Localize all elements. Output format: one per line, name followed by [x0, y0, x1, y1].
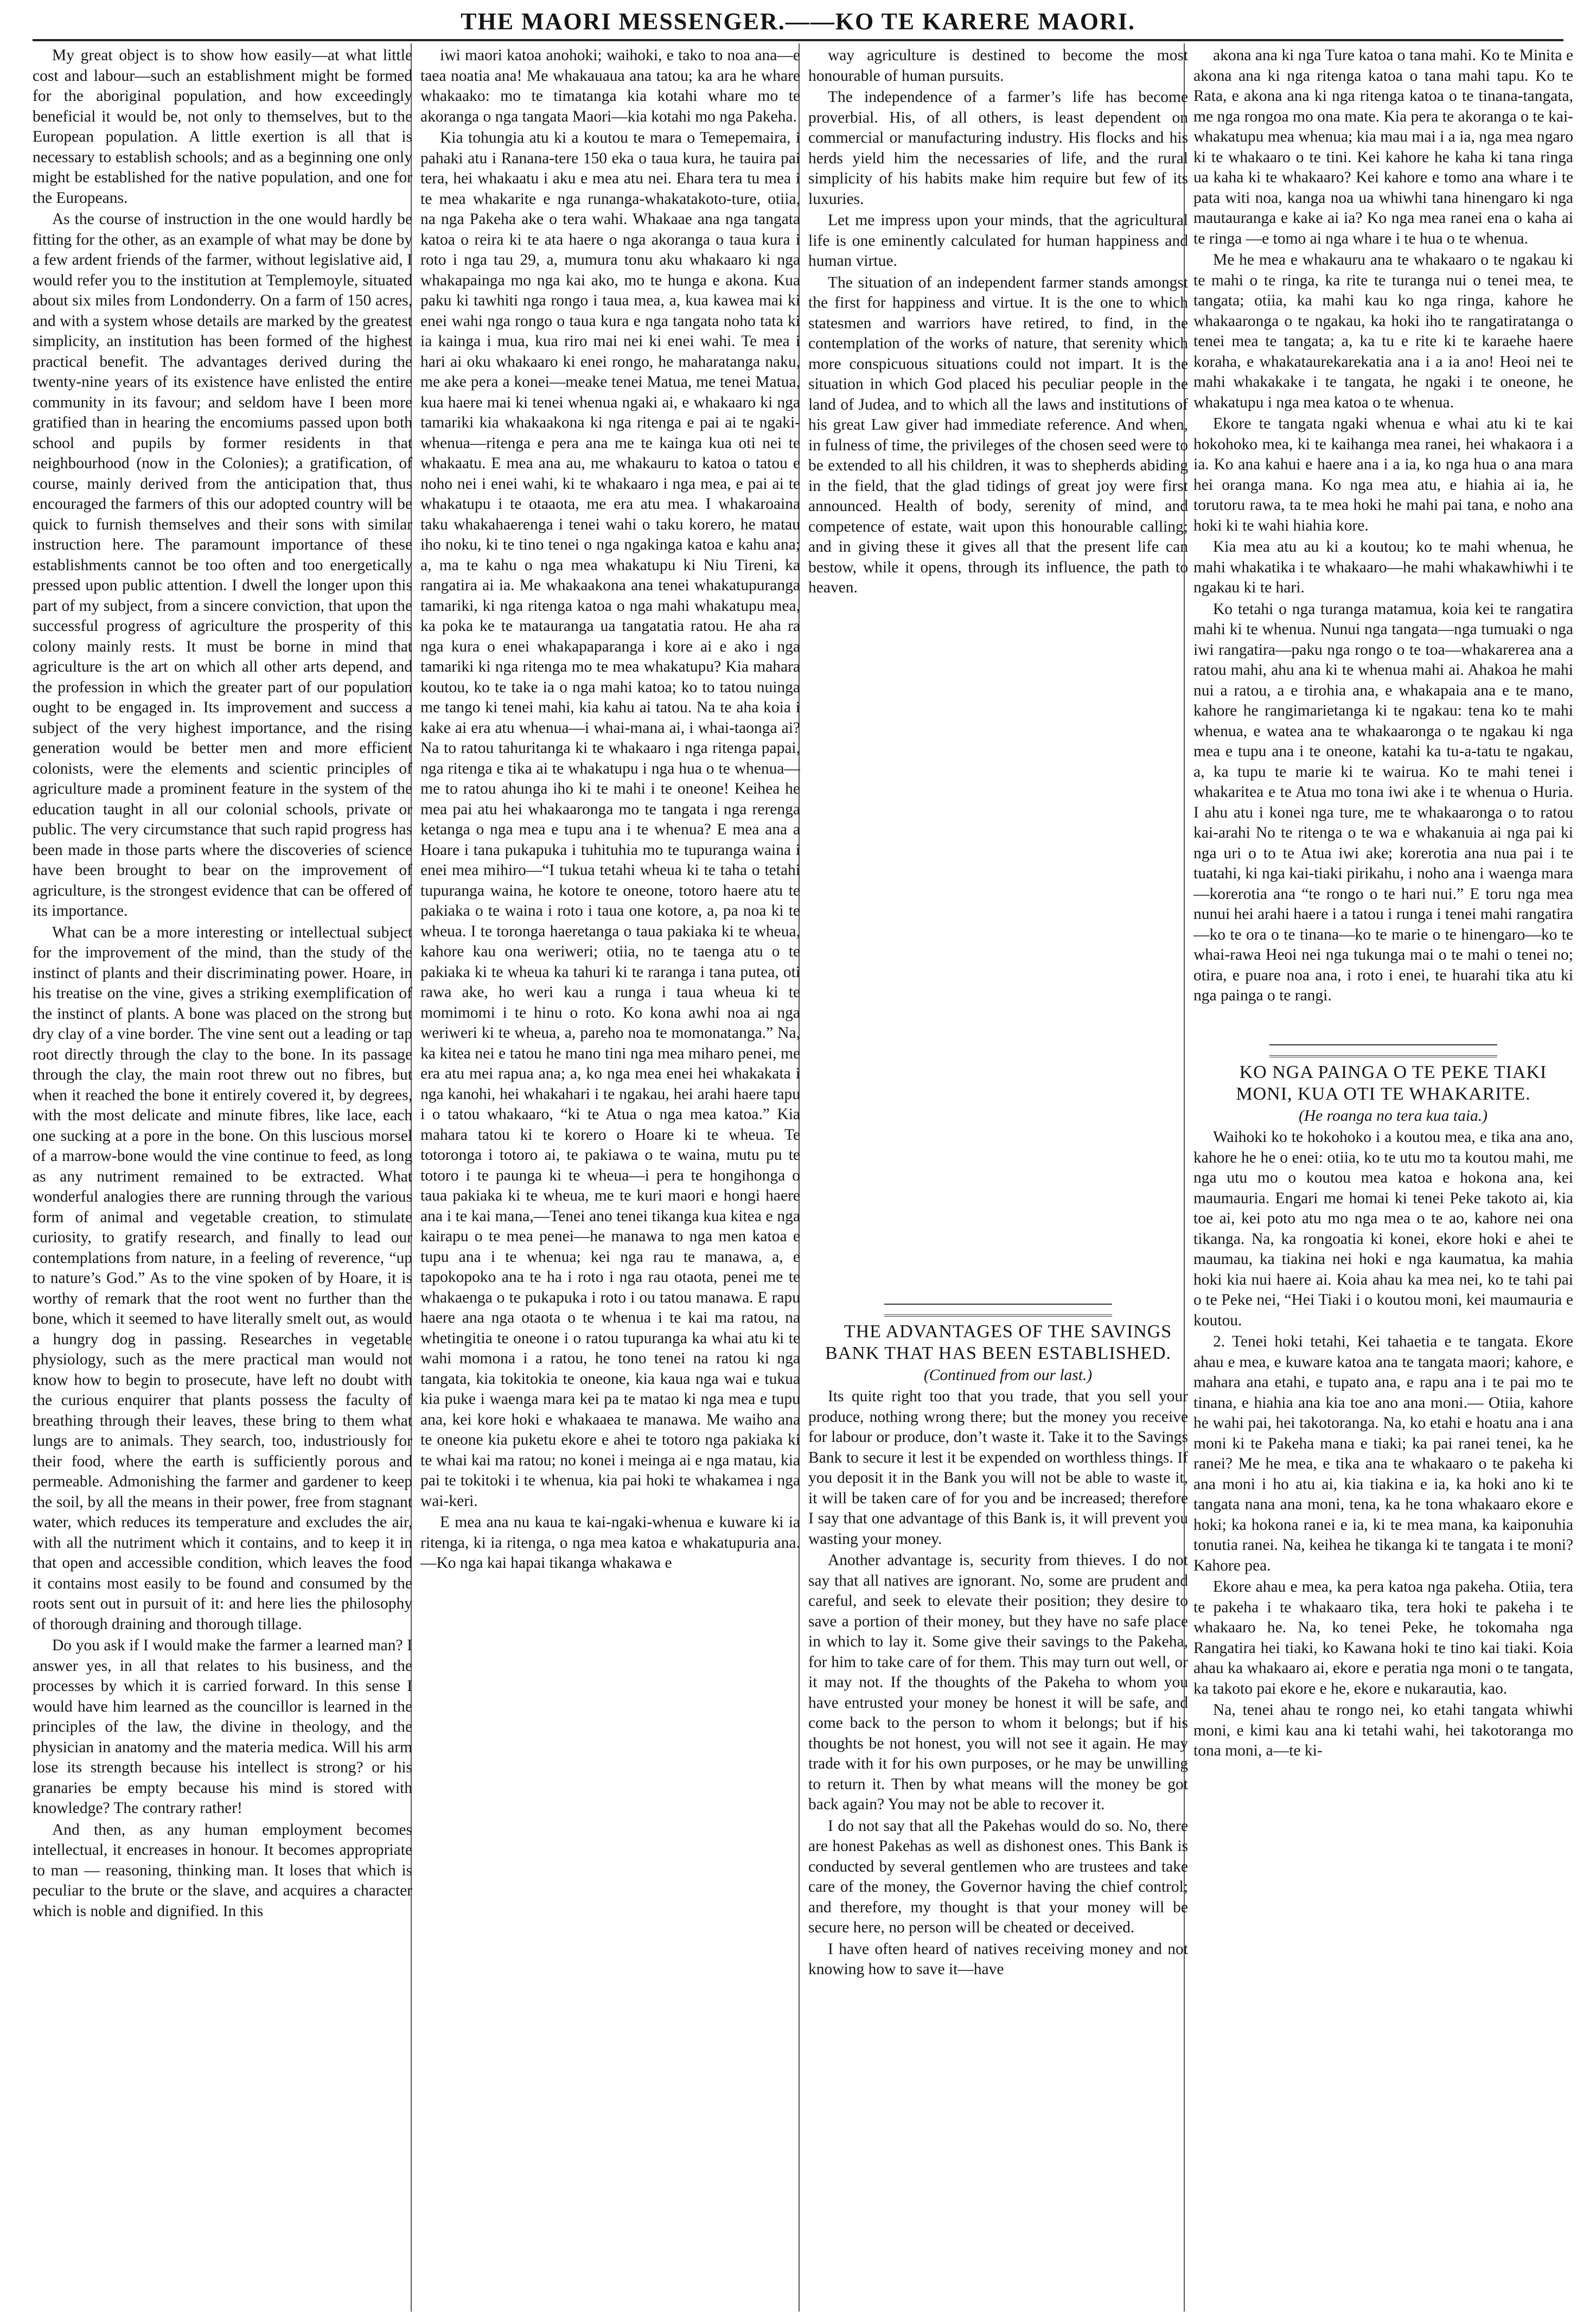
paragraph: Kia tohungia atu ki a koutou te mara o Temepemaira, i pahaki atu i Ranana-tere 150 eka o taua kura, he tauira pai tera, hei whakaatu i aku e mea atu nei. Ehara tera tu mea i te mea whakarite e nga runanga-whakatakoto-ture, otiia, na nga Pakeha ake o tera wahi. Whakaae ana nga tangata katoa o reira ki te ata haere o nga akoranga o taua kura i roto i nga tau 29, a, mumura tonu aku whakaaro ki nga whakapainga mo nga kai ako, mo te hunga e akona. Kua paku ki tawhiti nga rongo i taua mea, a, kua kawea mai ki enei wahi nga rongo o taua kura e nga tangata noho tata ki ia kainga i mua, kua riro mai nei ki enei wahi. Te mea i hari ai oku whakaaro ki enei rongo, he maharatanga naku, me ake pera a konei—meake tenei Matua, me tenei Matua, kua haere mai ki tenei whenua ngaki ai, e whakaaro ki nga tamariki kia whakaakona ki nga ritenga e pai ai te ngaki-whenua—ritenga e pera ana me te kainga kua oti nei te whakaatu. E mea ana au, me whakauru to katoa o tatou e noho nei i enei wahi, ki te whakaaro i nga mea, e pai ai te whakatupu i te otaaota, me era atu mea. I whakaroaina taku whakahaerenga i tenei wahi o taku korero, he matau iho noku, ki te tino tenei o nga ngakinga katoa e kahu ana; a, ma te kahu o nga mea whakatupu ki Niu Tireni, ka rangatira ai ia. Me whakaakona ana tenei whakatupuranga tamariki, ki nga ritenga katoa o nga mahi whakatupu mea, ka poka ke te matauranga ua tangatatia ratou. He aha ra nga kura o enei whakapaparanga i kore ai e ako i nga tamariki ki nga ritenga mo te mea whakatupu? Kia mahara koutou, ko te take ia o nga mahi katoa; ko to tatou nuinga me tango ki tenei mahi, kia kahu ai tatou. Na te aha koia i kake ai era atu whenua—i whai-mana ai, i whai-taonga ai? Na to ratou tahuritanga ki te whakaaro i nga ritenga papai, nga ritenga e tika ai te whakatupu i nga hua o te whenua—me to ratou ahunga iho ki te mahi i te oneone! Keihea he mea pai atu hei whakaaronga mo te tangata i nga rerenga ketanga o nga mea e tupu ana i te whenua? E mea ana a Hoare i tana pukapuka i tuhituhia mo te tupuranga waina i enei mea mihiro—“I tukua tetahi wheua ki te taha o tetahi tupuranga waina, he kotore te oneone, totoro haere atu te pakiaka o te waina i roto i taua one kotore, a, pa noa ki te wheua. I te toronga haeretanga o taua pakiaka ki te wheua, kahore kau ona weriweri; otiia, no te taenga atu o te pakiaka ki te wheua ka tahuri ki te raranga i tana putea, oti rawa ake, ho weri kau a runga i taua wheua ki te momimomi i te hinu o roto. Ko kona awhi noa ai nga weriweri ki te wheua, a, pareho noa te momonatanga.” Na, ka kitea nei e tatou he mano tini nga mea miharo penei, me era atu mei rapua ana; a, ko nga mea enei hei whakakata i nga kanohi, hei whakahari i te ngakau, hei arahi haere tapu i o tatou whakaaro, “ki te Atua o nga mea katoa.” Kia mahara tatou ki te korero o Hoare ki te wheua. Te totoronga i totoro ai, te pakiawa o te waina, mutu pu te totoro i te paunga ki te wheua—i pera te hongihonga o taua pakiaka ki te wheua, me te kuri maori e hongi haere ana i te kai mana,—Tenei ano tenei tikanga kua kitea e nga kairapu o te mea penei—he manawa to nga men katoa e tupu ana i te whenua; kei nga rau te manawa, a, e tapokopoko ana te ha i roto i nga rau otaota, penei me te whakaenga o te pukapuka i roto i ou tatou manawa. E rapu haere ana nga otaota o te whenua i te kai ma ratou, na whetingitia te oneone i o ratou tupuranga ka whai atu ki te wahi momona i a ratou, he tono tenei na ratou ki nga tangata, kia tokitokia te oneone, kia kaua nga wai e tukua kia puke i waenga mara kei pa te matao ki nga mea e tupu ana, kei kore hoki e whakaaea te manawa. Me waiho ana te oneone kia puketu ekore e ahei te totoro nga pakiaka ki te whai kai ma ratou; no konei i meinga ai e nga matau, kia pai te tokitoki i te whenua, kia pai hoki te whakamea i nga wai-keri. [420, 129, 800, 1510]
blank-space [808, 598, 1188, 1298]
paragraph: Ekore te tangata ngaki whenua e whai atu ki te kai hokohoko mea, ki te kaihanga mea ranei, hei whakaora i a ia. Ko ana kahui e haere ana i a ia, ko nga hua o ana mara hei oranga mana. Ko nga mea atu, e hiahia ai ia, he torutoru rawa, ta te mea hoki he mahi pai tana, e noho ana hoki ki te wahi hiahia kore. [1193, 415, 1573, 534]
section-divider [1269, 1044, 1497, 1057]
column-3 [808, 46, 1188, 2312]
paragraph: As the course of instruction in the one would hardly be fitting for the other, as an example of what may be done by a few ardent friends of the farmer, without legislative aid, I would refer you to the institution at Templemoyle, situated about six miles from Londonderry. On a farm of 150 acres, and with a system whose details are marked by the greatest simplicity, an institution has been formed of the highest practical benefit. The advantages derived during the twenty-nine years of its existence have enlisted the entire community in its favour; and seldom have I been more gratified than in hearing the encomiums passed upon both school and pupils by former residents in that neighbourhood (now in the Colonies); a gratification, of course, mainly derived from the anticipation that, thus encouraged the farmers of this our adopted country will be quick to furnish themselves and their sons with similar instruction here. The paramount importance of these establishments cannot be too often and too energetically pressed upon public attention. I dwell the longer upon this part of my subject, from a sincere conviction, that upon the successful progress of agriculture the prosperity of this colony mainly rests. It must be borne in mind that agriculture is the art on which all other arts depend, and the profession in which the greater part of our population ought to be engaged in. Its improvement and success a subject of the very highest importance, and the rising generation would be better men and more efficient colonists, were the elements and scientic principles of agriculture made a prominent feature in the system of the education taught in all our colonial schools, private or public. The very circumstance that such rapid progress has been made in those parts where the discoveries of science have been brought to bear on the improvement of agriculture, is the strongest evidence that can be offered of its importance. [33, 210, 412, 920]
paragraph: Its quite right too that you trade, that you sell your produce, nothing wrong there; but the money you receive for labour or produce, don’t waste it. Take it to the Savings Bank to secure it lest it be expended on worthless things. If you deposit it in the Bank you will not be able to waste it, it will be taken care of for you and be increased; therefore I say that one advantage of this Bank is, it will prevent you wasting your money. [808, 1388, 1188, 1548]
paragraph: I do not say that all the Pakehas would do so. No, there are honest Pakehas as well as dishonest ones. This Bank is conducted by several gentlemen who are trustees and take care of the money, the Governor having the chief control; and therefore, my thought is that your money will be secure here, no person will be cheated or deceived. [808, 1817, 1188, 1936]
paragraph: Kia mea atu au ki a koutou; ko te mahi whenua, he mahi whakatika i te whakaaro—he mahi whakawhiwhi i te ngakau ki te hari. [1193, 538, 1573, 596]
column-1 [33, 46, 412, 2312]
paragraph: Na, tenei ahau te rongo nei, ko etahi tangata whiwhi moni, e kimi kau ana ki tetahi wahi, hei takotoranga mo tona moni, a—te ki- [1193, 1701, 1573, 1759]
paragraph: Do you ask if I would make the farmer a learned man? I answer yes, in all that relates to his business, and the processes by which it is carried forward. In this sense I would have him learned as the councillor is learned in the principles of the law, the divine in theology, and the physician in anatomy and the materia medica. Will his arm lose its strength because his intellect is strong? or his granaries be empty because his mind is stored with knowledge? The contrary rather! [33, 1637, 412, 1817]
masthead: THE MAORI MESSENGER.——KO TE KARERE MAORI. [33, 4, 1563, 41]
paragraph: 2. Tenei hoki tetahi, Kei tahaetia e te tangata. Ekore ahau e mea, e kuware katoa ana te tangata maori; kahore, e mahara ana etahi, e tupato ana, e rapu ana i te pai mo te tinana, e hiahia ana kia toe ano ana moni.— Otiia, kahore he wahi pai, hei takotoranga. Na, ko etahi e hoatu ana i ana moni ki te Pakeha mana e tiaki; ka pai ranei tenei, ka he ranei? Me he mea, e tika ana te whakaaro o te pakeha ki ana moni i ho atu ai, kia tiakina e ia, ka hoki ano ki te tangata nana ana moni, tena, ka he tona whakaaro ekore e hoki; ka hokona ranei e ia, ki te mea mana, ka kaiponuhia tonutia ranei. Na, keihea he tikanga ki te tangata i te moni? Kahore pea. [1193, 1333, 1573, 1574]
column-4 [1193, 46, 1573, 2312]
paragraph: My great object is to show how easily—at what little cost and labour—such an establishment might be formed for the aboriginal population, and how exceedingly beneficial it would be, not only to themselves, but to the European population. A little exertion is all that is necessary to establish schools; and as a beginning one only might be established for the native population, and one for the Europeans. [33, 47, 412, 207]
paragraph: Another advantage is, security from thieves. I do not say that all natives are ignorant. No, some are prudent and careful, and seek to elevate their position; they desire to save a portion of their money, but they have no safe place in which to lay it. Some give their savings to the Pakeha, for him to take care of for them. This may turn out well, or it may not. If the thoughts of the Pakeha to whom you have entrusted your money be honest it will be safe, and come back to the person to whom it belongs; but if his thoughts be not honest, you will not see it again. He may trade with it for his own purposes, or he may be unwilling to return it. Then by what means will the money be got back again? You may not be able to recover it. [808, 1552, 1188, 1813]
paragraph: Ekore ahau e mea, ka pera katoa nga pakeha. Otiia, tera te pakeha i te whakaaro tika, tera hoki te pakeha i te whakaaro he. Na, ko tenei Peke, he tokomaha nga Rangatira hei tiaki, ko Kawana hoki te tino kai tiaki. Koia ahau ka whakaaro ai, ekore e peratia nga moni o te tangata, ka takoto pai ekore e he, ekore e nukarautia, kao. [1193, 1578, 1573, 1697]
paragraph: I have often heard of natives receiving money and not knowing how to save it—have [808, 1940, 1188, 1978]
article-heading: THE ADVANTAGES OF THE SAVINGS BANK THAT HAS BEEN ESTABLISHED. [825, 1321, 1172, 1363]
paragraph: Waihoki ko te hokohoko i a koutou mea, e tika ana ano, kahore he he o enei: otiia, ko te utu mo ta koutou mahi, me nga utu mo o koutou mea katoa e hokona ana, kei maumauria. Engari me homai ki tenei Peke takoto ai, kia toe ai, kei poto atu mo nga mea o te ao, kahore nei ona tikanga. Na, ka rongoatia ki konei, ekore hoki e ahei te maumau, ka tiakina nei hoki e nga kaumatua, ka mahia hoki kia nui haere ai. Koia ahau ka mea nei, ko te tahi pai o te Peke nei, “Hei Tiaki i o koutou moni, kei maumauria e koutou. [1193, 1128, 1573, 1329]
section-divider [884, 1304, 1112, 1317]
paragraph: way agriculture is destined to become the most honourable of human pursuits. [808, 47, 1188, 85]
article-heading: KO NGA PAINGA O TE PEKE TIAKI MONI, KUA OTI TE WHAKARITE. [1236, 1062, 1547, 1104]
blank-space [1193, 1006, 1573, 1039]
paragraph: E mea ana nu kaua te kai-ngaki-whenua e kuware ki ia ritenga, ki ia ritenga, o nga mea katoa e whakatupuria ana.—Ko nga kai hapai tikanga whakawa e [420, 1514, 800, 1572]
paragraph: iwi maori katoa anohoki; waihoki, e tako to noa ana—e taea noatia ana! Me whakauaua ana tatou; ka ara he whare whakaako: mo te timatanga kia kotahi whare mo te akoranga o nga tangata Maori—kia kotahi mo nga Pakeha. [420, 47, 800, 125]
paragraph: What can be a more interesting or intellectual subject for the improvement of the mind, than the study of the instinct of plants and their discriminating power. Hoare, in his treatise on the vine, gives a striking exemplification of the instinct of plants. A bone was placed on the strong but dry clay of a vine border. The vine sent out a leading or tap root directly through the clay to the bone. In its passage through the clay, the main root threw out no fibres, but when it reached the bone it entirely covered it, by degrees, with the most delicate and minute fibres, like lace, each one sucking at a pore in the bone. On this luscious morsel of a marrow-bone would the vine continue to feed, as long as any nutriment remained to be extracted. What wonderful analogies there are running through the various form of animal and vegetable creation, to stimulate curiosity, to gratify research, and finally to lead our contemplations from nature, in a feeling of reverence, “up to nature’s God.” As to the vine spoken of by Hoare, it is worthy of remark that the root went no further than the bone, which it seemed to have literally smelt out, as would a hungry dog in passing. Researches in vegetable physiology, such as the mere practical man would not know how to begin to prosecute, have left no doubt with the curious enquirer that plants possess the faculty of breathing through their leaves, these bring to them what lungs are to animals. They search, too, industriously for their food, where the earth is sufficiently porous and permeable. Admonishing the farmer and gardener to keep the soil, by all the means in their power, free from stagnant water, which reduces its temperature and excludes the air, with all the nutriment which it contains, and to keep it in that open and accessible condition, which leaves the food it contains most easily to be found and consumed by the roots sent out in pursuit of it: and here lies the philosophy of thorough draining and thorough tillage. [33, 923, 412, 1633]
paragraph: And then, as any human employment becomes intellectual, it encreases in honour. It becomes appropriate to man — reasoning, thinking man. It loses that which is peculiar to the brute or the slave, and acquires a character which is noble and dignified. In this [33, 1821, 412, 1920]
paragraph: Ko tetahi o nga turanga matamua, koia kei te rangatira mahi ki te whenua. Nunui nga tangata—nga tumuaki o nga iwi rangatira—paku nga rongo o te toa—whakarerea ana a ratou mahi, ahu ana ki te whenua mahi ai. Ahakoa he mahi nui a ratou, a e tirohia ana, e whakapaia ana e te mano, kahore he rangimarietanga ki te ngakau: tena ko te mahi whenua, e watea ana te whakaaronga o te ngakau ki nga mea e tupu ana i te oneone, katahi ka tu-a-tatu te ngakau, a, ka tupu te marie ki te wairua. Ko te mahi tenei i whakaritea e te Atua mo tona iwi ake i te whenua o Huria. I ahu atu i konei nga ture, me te whakaaronga o to ratou kai-arahi No te ritenga o te wa e whakanuia ai nga pai ki nga uri o to te Atua iwi ake; korerotia ana nua pai i te tuatahi, ki nga kai-tiaki pirikahu, i noho ana i waenga mara—korerotia ana “te rongo o te hari nui.” E toru nga mea nunui hei arahi haere i a tatou i runga i tenei mahi rangatira—ko te ora o te tinana—ko te marie o te hinengaro—ko te whai-rawa Heoi nei nga tukunga mai o te mahi o tenei no; otira, e puare noa ana, i roto i enei, te huarahi tika atu ki nga painga o te rangi. [1193, 600, 1573, 1004]
paragraph: Let me impress upon your minds, that the agricultural life is one eminently calculated for human happiness and human virtue. [808, 212, 1188, 270]
paragraph: The independence of a farmer’s life has become proverbial. His, of all others, is least dependent on commercial or manufacturing industry. His flocks and his herds yield him the necessaries of life, and the rural simplicity of his habits make him require but few of its luxuries. [808, 88, 1188, 208]
article-subheading: (He roanga no tera kua taia.) [1299, 1107, 1488, 1125]
paragraph: akona ana ki nga Ture katoa o tana mahi. Ko te Minita e akona ana ki nga ritenga katoa o tana mahi tapu. Ko te Rata, e akona ana ki nga ritenga katoa o te tinana-tangata, me nga rongoa mo ona mate. Kia pera te akoranga o te kai-whakatupu mea whenua; kia mau mai i a ia, nga mea ngaro ki te whakaaro o te tini. Kei kahore he kaha ki tana ringa ua kaha ki te whakaaro? Kei kahore e tomo ana whare i te pata witi noa, kanga noa ua whiwhi tana hinengaro ki nga mautauranga e kake ai ia? Ko nga mea ranei ena o kaha ai te ringa —e tomo ai nga whare i te hua o te whenua. [1193, 47, 1573, 247]
paragraph: Me he mea e whakauru ana te whakaaro o te ngakau ki te mahi o te ringa, ka rite te turanga nui o tenei mea, te tangata; otiia, ka mahi kau ko nga ringa, kahore he whakaaronga o te ngakau, ka hoki iho te rangatiratanga o tenei mea te tangata; a, ka tu e rite ki te karaehe haere koraha, e whakataurekarekatia ana i a ia ano! Heoi nei te mahi whakakake i te tangata, he ngaki i te oneone, he whakatupu i nga mea katoa o te whenua. [1193, 251, 1573, 411]
paragraph: The situation of an independent farmer stands amongst the first for happiness and virtue. It is the one to which statesmen and warriors have retired, to find, in the contemplation of the works of nature, that serenity which more conspicuous situations could not impart. It is the situation in which God placed his peculiar people in the land of Judea, and to which all the laws and institutions of his great Law giver had immediate reference. And when, in fulness of time, the privileges of the chosen seed were to be extended to all his children, it was to shepherds abiding in the field, that the glad tidings of great joy were first announced. Health of body, serenity of mind, and competence of estate, wait upon this honourable calling; and in giving these it gives all that the present life can bestow, while it opens, through its influence, the path to heaven. [808, 273, 1188, 596]
column-2 [420, 46, 800, 2312]
article-subheading: (Continued from our last.) [923, 1366, 1093, 1384]
